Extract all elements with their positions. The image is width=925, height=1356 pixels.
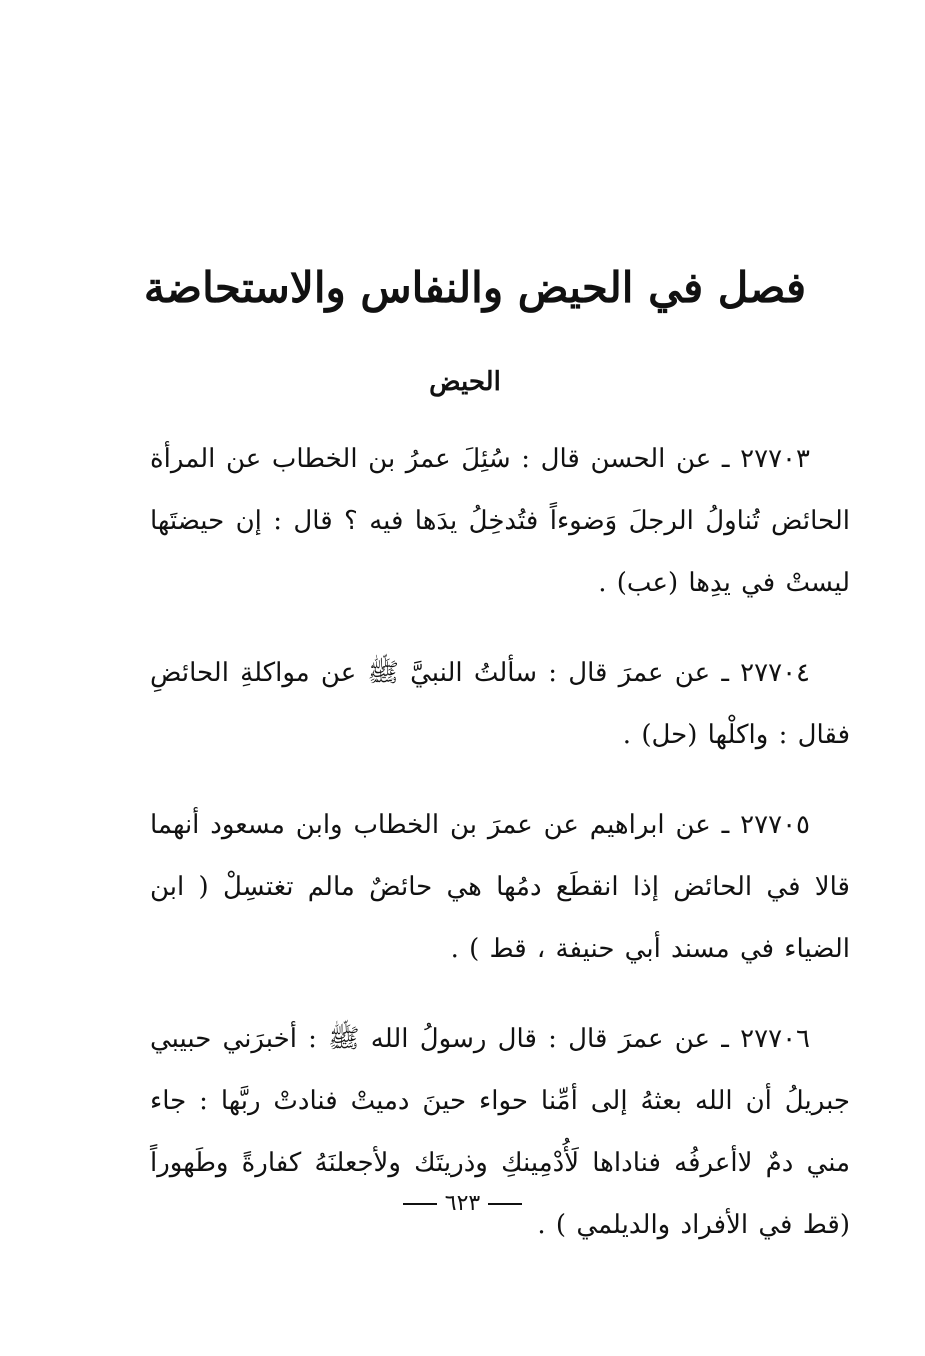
hadith-number: ٢٧٧٠٦ (740, 1024, 810, 1054)
hadith-number: ٢٧٧٠٣ (740, 444, 810, 474)
page-number (0, 1186, 925, 1222)
hadith-list (150, 428, 850, 1284)
hadith-text: عن الحسن قال : سُئِلَ عمرُ بن الخطاب عن المرأة الحائض تُناولُ الرجلَ وَضوءاً فتُدخِلُ يدَها فيه ؟ قال : إن حيضتَها ليستْ في يدِها (عب) . (150, 444, 850, 598)
hadith-number: ٢٧٧٠٤ (740, 658, 810, 688)
hadith-text: عن عمرَ قال : سألتُ النبيَّ ﷺ عن مواكلةِ الحائضِ فقال : واكلْها (حل) . (150, 658, 850, 750)
chapter-title: فصل في الحيض والنفاس والاستحاضة (143, 263, 807, 312)
hadith-text: عن عمرَ قال : قال رسولُ الله ﷺ : أخبرَني حبيبي جبريلُ أن الله بعثهُ إلى أمِّنا حواء حينَ دميتْ فنادتْ ربَّها : جاء مني دمٌ لاأعرفُه فناداها لَأُدْمِينكِ وذريتَك ولأجعلنَهُ كفارةً وطَهوراً (قط في الأفراد والديلمي ) . (150, 1024, 850, 1240)
hadith-entry: ٢٧٧٠٥ ـ عن ابراهيم عن عمرَ بن الخطاب وابن مسعود أنهما قالا في الحائض إذا انقطَع دمُها هي حائضٌ مالم تغتسِلْ ( ابن الضياء في مسند أبي حنيفة ، قط ) . (150, 810, 850, 964)
hadith-entry: ٢٧٧٠٦ ـ عن عمرَ قال : قال رسولُ الله ﷺ : أخبرَني حبيبي جبريلُ أن الله بعثهُ إلى أمِّنا حواء حينَ دميتْ فنادتْ ربَّها : جاء مني دمٌ لاأعرفُه فناداها لَأُدْمِينكِ وذريتَك ولأجعلنَهُ كفارةً وطَهوراً (قط في الأفراد والديلمي ) . (150, 1024, 850, 1240)
hadith-entry: ٢٧٧٠٣ ـ عن الحسن قال : سُئِلَ عمرُ بن الخطاب عن المرأة الحائض تُناولُ الرجلَ وَضوءاً فتُدخِلُ يدَها فيه ؟ قال : إن حيضتَها ليستْ في يدِها (عب) . (150, 444, 850, 598)
page-number-dash (488, 1203, 522, 1205)
hadith-entry: ٢٧٧٠٤ ـ عن عمرَ قال : سألتُ النبيَّ ﷺ عن مواكلةِ الحائضِ فقال : واكلْها (حل) . (150, 658, 850, 750)
hadith-number: ٢٧٧٠٥ (740, 810, 810, 840)
hadith-text: عن ابراهيم عن عمرَ بن الخطاب وابن مسعود أنهما قالا في الحائض إذا انقطَع دمُها هي حائضٌ مالم تغتسِلْ ( ابن الضياء في مسند أبي حنيفة ، قط ) . (150, 810, 850, 964)
page-number-value: ٦٢٣ (444, 1191, 481, 1216)
section-heading: الحيض (429, 367, 501, 397)
page-number-dash (403, 1203, 437, 1205)
